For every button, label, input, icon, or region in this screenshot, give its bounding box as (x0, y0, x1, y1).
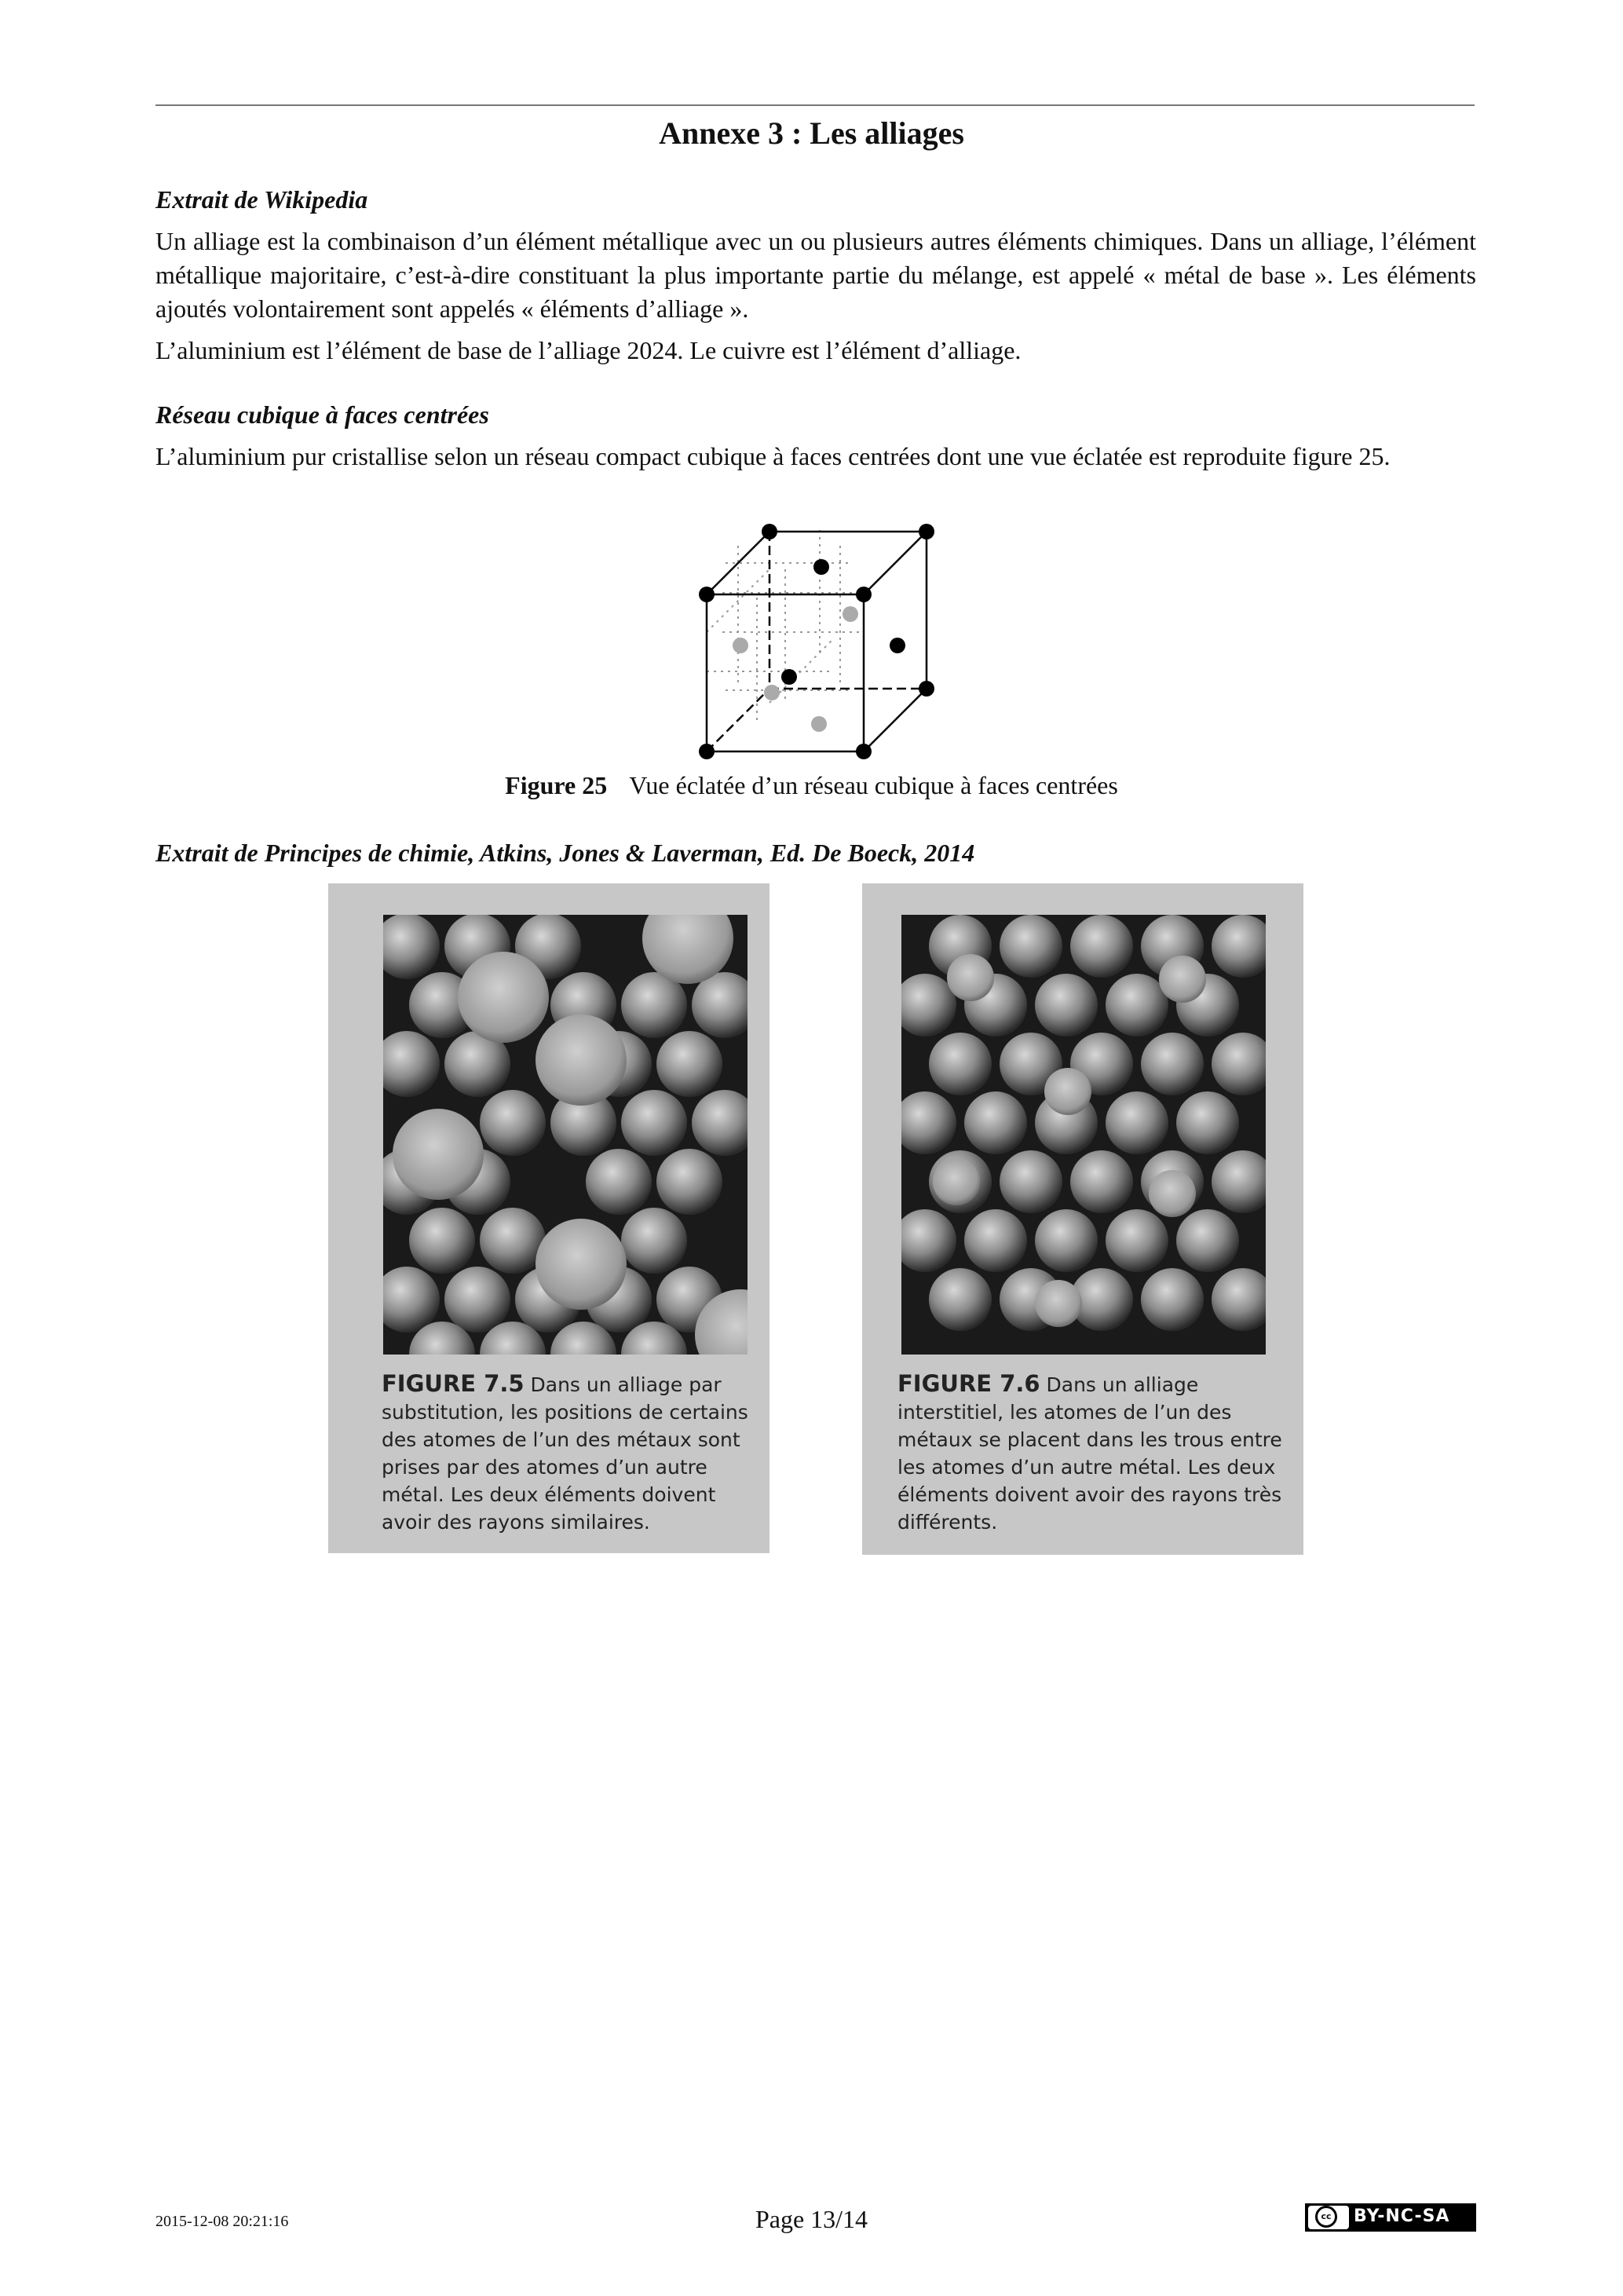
figure25-caption (0, 771, 1623, 800)
paragraph-aluminium-base: L’aluminium est l’élément de base de l’alliage 2024. Le cuivre est l’élément d’alliage. (155, 336, 1022, 364)
figure75-caption (382, 1370, 751, 1536)
figure25-caption-text: Vue éclatée d’un réseau cubique à faces centrées (629, 771, 1118, 799)
figure76-text: Dans un alliage interstitiel, les atomes de l’un des métaux se placent dans les trous entre les atomes d’un autre métal. Les deux éléments doivent avoir des rayons très différents. (897, 1373, 1282, 1534)
figure25-label: Figure 25 (505, 771, 608, 799)
figure75-scan (328, 883, 769, 1553)
figure75-text: Dans un alliage par substitution, les positions de certains des atomes de l’un des métaux sont prises par des atomes d’un autre métal. Les deux éléments doivent avoir des rayons similaires. (382, 1373, 748, 1534)
figure75-atoms-image (383, 915, 748, 1355)
footer-page-number: Page 13/14 (755, 2205, 868, 2233)
section-heading-reseau: Réseau cubique à faces centrées (155, 400, 489, 429)
cc-license-badge (1305, 2203, 1476, 2232)
fcc-lattice-diagram (691, 522, 958, 766)
cc-icon (1308, 2206, 1349, 2229)
paragraph-reseau: L’aluminium pur cristallise selon un réseau compact cubique à faces centrées dont une vue éclatée est reproduite figure 25. (155, 442, 1391, 470)
cc-logo-text: cc (1315, 2206, 1337, 2228)
page-title: Annexe 3 : Les alliages (659, 115, 964, 151)
license-text: BY-NC-SA (1354, 2206, 1450, 2226)
figure76-caption (897, 1370, 1290, 1536)
top-rule (155, 104, 1475, 106)
figure76-scan (862, 883, 1303, 1555)
figure75-label: FIGURE 7.5 (382, 1370, 525, 1397)
figure76-atoms-image (901, 915, 1266, 1355)
section-heading-atkins: Extrait de Principes de chimie, Atkins, Jones & Laverman, Ed. De Boeck, 2014 (155, 839, 975, 867)
figure76-label: FIGURE 7.6 (897, 1370, 1040, 1397)
paragraph-alliage-definition: Un alliage est la combinaison d’un élément métallique avec un ou plusieurs autres éléments chimiques. Dans un alliage, l’élément métallique majoritaire, c’est-à-dire constituant la plus importante partie du mélange, est appelé « métal de base ». Les éléments ajoutés volontairement sont appelés « éléments d’alliage ». (155, 227, 1476, 323)
footer-date: 2015-12-08 20:21:16 (155, 2213, 289, 2230)
section-heading-wikipedia: Extrait de Wikipedia (155, 185, 368, 214)
